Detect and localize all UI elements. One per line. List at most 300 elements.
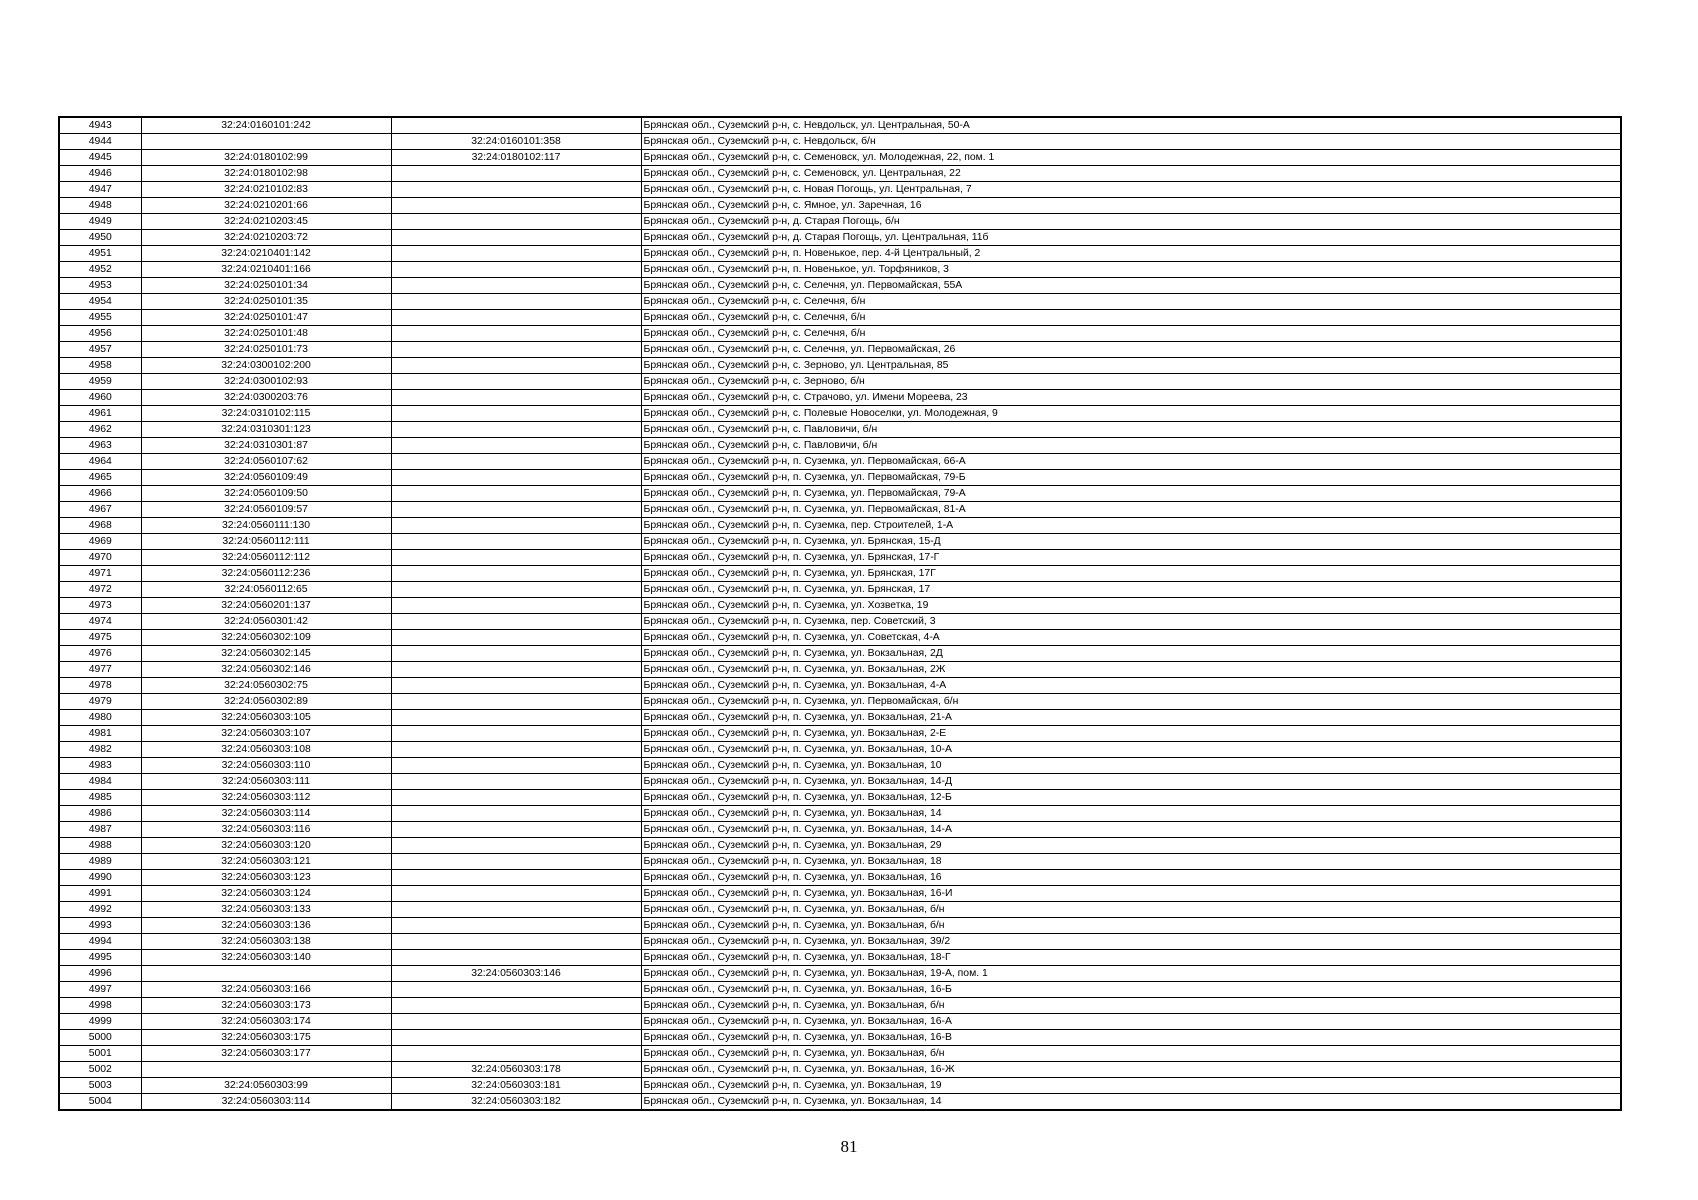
- cadastral-number-cell: 32:24:0560303:107: [141, 726, 391, 742]
- new-cadastral-number-cell: [391, 550, 641, 566]
- table-row: [59, 886, 1621, 902]
- table-row: [59, 934, 1621, 950]
- cadastral-number-cell: 32:24:0560303:124: [141, 886, 391, 902]
- row-number-cell: 4958: [59, 358, 141, 374]
- table-row: [59, 310, 1621, 326]
- address-cell: Брянская обл., Суземский р-н, п. Суземка, ул. Первомайская, б/н: [641, 694, 1621, 710]
- row-number-cell: 4985: [59, 790, 141, 806]
- table-row: [59, 678, 1621, 694]
- new-cadastral-number-cell: [391, 198, 641, 214]
- cadastral-number-cell: 32:24:0560303:99: [141, 1078, 391, 1094]
- row-number-cell: 4987: [59, 822, 141, 838]
- new-cadastral-number-cell: 32:24:0180102:117: [391, 150, 641, 166]
- row-number-cell: 4967: [59, 502, 141, 518]
- table-row: [59, 662, 1621, 678]
- row-number-cell: 4952: [59, 262, 141, 278]
- cadastral-number-cell: 32:24:0310102:115: [141, 406, 391, 422]
- row-number-cell: 4980: [59, 710, 141, 726]
- address-cell: Брянская обл., Суземский р-н, п. Суземка, ул. Вокзальная, 16-Ж: [641, 1062, 1621, 1078]
- address-cell: Брянская обл., Суземский р-н, с. Зерново, ул. Центральная, 85: [641, 358, 1621, 374]
- new-cadastral-number-cell: [391, 646, 641, 662]
- row-number-cell: 4974: [59, 614, 141, 630]
- cadastral-number-cell: 32:24:0560303:177: [141, 1046, 391, 1062]
- row-number-cell: 4992: [59, 902, 141, 918]
- table-row: [59, 374, 1621, 390]
- cadastral-number-cell: [141, 1062, 391, 1078]
- cadastral-number-cell: 32:24:0250101:73: [141, 342, 391, 358]
- row-number-cell: 4956: [59, 326, 141, 342]
- new-cadastral-number-cell: [391, 742, 641, 758]
- table-row: [59, 294, 1621, 310]
- row-number-cell: 4977: [59, 662, 141, 678]
- table-row: [59, 646, 1621, 662]
- row-number-cell: 4994: [59, 934, 141, 950]
- table-row: [59, 182, 1621, 198]
- table-row: [59, 630, 1621, 646]
- address-cell: Брянская обл., Суземский р-н, с. Семеновск, ул. Центральная, 22: [641, 166, 1621, 182]
- cadastral-number-cell: 32:24:0210203:45: [141, 214, 391, 230]
- new-cadastral-number-cell: [391, 470, 641, 486]
- new-cadastral-number-cell: [391, 374, 641, 390]
- table-row: [59, 518, 1621, 534]
- address-cell: Брянская обл., Суземский р-н, п. Суземка, ул. Вокзальная, 2Ж: [641, 662, 1621, 678]
- address-cell: Брянская обл., Суземский р-н, с. Селечня, б/н: [641, 310, 1621, 326]
- table-row: [59, 262, 1621, 278]
- address-cell: Брянская обл., Суземский р-н, д. Старая Погощь, ул. Центральная, 11б: [641, 230, 1621, 246]
- new-cadastral-number-cell: [391, 598, 641, 614]
- cadastral-number-cell: 32:24:0160101:242: [141, 117, 391, 134]
- row-number-cell: 5000: [59, 1030, 141, 1046]
- address-cell: Брянская обл., Суземский р-н, с. Семеновск, ул. Молодежная, 22, пом. 1: [641, 150, 1621, 166]
- cadastral-number-cell: 32:24:0560112:112: [141, 550, 391, 566]
- table-row: [59, 806, 1621, 822]
- address-cell: Брянская обл., Суземский р-н, с. Селечня, б/н: [641, 326, 1621, 342]
- new-cadastral-number-cell: [391, 726, 641, 742]
- cadastral-number-cell: 32:24:0560302:89: [141, 694, 391, 710]
- cadastral-number-cell: 32:24:0560301:42: [141, 614, 391, 630]
- address-cell: Брянская обл., Суземский р-н, п. Суземка, ул. Вокзальная, 29: [641, 838, 1621, 854]
- cadastral-number-cell: 32:24:0560112:111: [141, 534, 391, 550]
- table-row: [59, 726, 1621, 742]
- address-cell: Брянская обл., Суземский р-н, п. Суземка, ул. Вокзальная, 14: [641, 1094, 1621, 1111]
- row-number-cell: 4951: [59, 246, 141, 262]
- new-cadastral-number-cell: 32:24:0560303:146: [391, 966, 641, 982]
- row-number-cell: 4996: [59, 966, 141, 982]
- table-row: [59, 598, 1621, 614]
- table-row: [59, 390, 1621, 406]
- table-row: [59, 550, 1621, 566]
- table-row: [59, 694, 1621, 710]
- address-cell: Брянская обл., Суземский р-н, п. Суземка, пер. Строителей, 1-А: [641, 518, 1621, 534]
- cadastral-number-cell: 32:24:0560303:114: [141, 806, 391, 822]
- table-row: [59, 502, 1621, 518]
- row-number-cell: 4955: [59, 310, 141, 326]
- row-number-cell: 5003: [59, 1078, 141, 1094]
- address-cell: Брянская обл., Суземский р-н, с. Павловичи, б/н: [641, 422, 1621, 438]
- row-number-cell: 4953: [59, 278, 141, 294]
- cadastral-number-cell: 32:24:0560303:110: [141, 758, 391, 774]
- table-row: [59, 470, 1621, 486]
- row-number-cell: 4965: [59, 470, 141, 486]
- address-cell: Брянская обл., Суземский р-н, п. Суземка, ул. Вокзальная, 19: [641, 1078, 1621, 1094]
- new-cadastral-number-cell: [391, 710, 641, 726]
- address-cell: Брянская обл., Суземский р-н, с. Селечня, ул. Первомайская, 26: [641, 342, 1621, 358]
- address-cell: Брянская обл., Суземский р-н, п. Суземка, ул. Первомайская, 79-А: [641, 486, 1621, 502]
- cadastral-number-cell: 32:24:0300102:93: [141, 374, 391, 390]
- row-number-cell: 4966: [59, 486, 141, 502]
- cadastral-number-cell: 32:24:0250101:35: [141, 294, 391, 310]
- new-cadastral-number-cell: [391, 326, 641, 342]
- address-cell: Брянская обл., Суземский р-н, п. Суземка, ул. Вокзальная, 19-А, пом. 1: [641, 966, 1621, 982]
- new-cadastral-number-cell: [391, 182, 641, 198]
- cadastral-number-cell: 32:24:0180102:99: [141, 150, 391, 166]
- table-row: [59, 1078, 1621, 1094]
- new-cadastral-number-cell: [391, 998, 641, 1014]
- row-number-cell: 4943: [59, 117, 141, 134]
- table-row: [59, 566, 1621, 582]
- cadastral-number-cell: 32:24:0560303:123: [141, 870, 391, 886]
- table-row: [59, 758, 1621, 774]
- new-cadastral-number-cell: [391, 678, 641, 694]
- row-number-cell: 4990: [59, 870, 141, 886]
- row-number-cell: 4957: [59, 342, 141, 358]
- row-number-cell: 5001: [59, 1046, 141, 1062]
- row-number-cell: 4997: [59, 982, 141, 998]
- cadastral-number-cell: 32:24:0560303:116: [141, 822, 391, 838]
- row-number-cell: 4969: [59, 534, 141, 550]
- new-cadastral-number-cell: [391, 806, 641, 822]
- address-cell: Брянская обл., Суземский р-н, п. Суземка, ул. Вокзальная, 4-А: [641, 678, 1621, 694]
- row-number-cell: 4970: [59, 550, 141, 566]
- table-row: [59, 1094, 1621, 1111]
- row-number-cell: 4949: [59, 214, 141, 230]
- row-number-cell: 5002: [59, 1062, 141, 1078]
- row-number-cell: 4973: [59, 598, 141, 614]
- new-cadastral-number-cell: [391, 1030, 641, 1046]
- cadastral-number-cell: 32:24:0560303:166: [141, 982, 391, 998]
- row-number-cell: 4950: [59, 230, 141, 246]
- address-cell: Брянская обл., Суземский р-н, п. Суземка, ул. Вокзальная, 21-А: [641, 710, 1621, 726]
- table-row: [59, 342, 1621, 358]
- cadastral-number-cell: 32:24:0560303:111: [141, 774, 391, 790]
- address-cell: Брянская обл., Суземский р-н, п. Суземка, ул. Вокзальная, 10-А: [641, 742, 1621, 758]
- new-cadastral-number-cell: [391, 918, 641, 934]
- table-row: [59, 1062, 1621, 1078]
- table-row: [59, 246, 1621, 262]
- address-cell: Брянская обл., Суземский р-н, п. Суземка, ул. Вокзальная, 12-Б: [641, 790, 1621, 806]
- new-cadastral-number-cell: [391, 438, 641, 454]
- address-cell: Брянская обл., Суземский р-н, с. Полевые Новоселки, ул. Молодежная, 9: [641, 406, 1621, 422]
- table-row: [59, 1030, 1621, 1046]
- table-row: [59, 918, 1621, 934]
- address-cell: Брянская обл., Суземский р-н, д. Старая Погощь, б/н: [641, 214, 1621, 230]
- row-number-cell: 4963: [59, 438, 141, 454]
- row-number-cell: 4972: [59, 582, 141, 598]
- address-cell: Брянская обл., Суземский р-н, п. Суземка, ул. Вокзальная, 14-Д: [641, 774, 1621, 790]
- table-row: [59, 198, 1621, 214]
- address-cell: Брянская обл., Суземский р-н, с. Страчово, ул. Имени Мореева, 23: [641, 390, 1621, 406]
- new-cadastral-number-cell: [391, 1014, 641, 1030]
- new-cadastral-number-cell: [391, 502, 641, 518]
- table-row: [59, 966, 1621, 982]
- new-cadastral-number-cell: [391, 534, 641, 550]
- address-cell: Брянская обл., Суземский р-н, п. Суземка, ул. Вокзальная, 16-Б: [641, 982, 1621, 998]
- cadastral-number-cell: 32:24:0210201:66: [141, 198, 391, 214]
- new-cadastral-number-cell: [391, 790, 641, 806]
- address-cell: Брянская обл., Суземский р-н, п. Суземка, ул. Вокзальная, б/н: [641, 998, 1621, 1014]
- new-cadastral-number-cell: [391, 278, 641, 294]
- table-row: [59, 710, 1621, 726]
- row-number-cell: 4995: [59, 950, 141, 966]
- address-cell: Брянская обл., Суземский р-н, п. Суземка, ул. Вокзальная, 10: [641, 758, 1621, 774]
- new-cadastral-number-cell: [391, 390, 641, 406]
- cadastral-number-cell: 32:24:0560303:112: [141, 790, 391, 806]
- new-cadastral-number-cell: [391, 406, 641, 422]
- address-cell: Брянская обл., Суземский р-н, п. Новенькое, ул. Торфяников, 3: [641, 262, 1621, 278]
- address-cell: Брянская обл., Суземский р-н, с. Новая Погощь, ул. Центральная, 7: [641, 182, 1621, 198]
- address-cell: Брянская обл., Суземский р-н, с. Ямное, ул. Заречная, 16: [641, 198, 1621, 214]
- table-row: [59, 822, 1621, 838]
- table-row: [59, 214, 1621, 230]
- new-cadastral-number-cell: [391, 662, 641, 678]
- cadastral-number-cell: 32:24:0210401:166: [141, 262, 391, 278]
- new-cadastral-number-cell: [391, 902, 641, 918]
- row-number-cell: 4993: [59, 918, 141, 934]
- table-row: [59, 422, 1621, 438]
- address-cell: Брянская обл., Суземский р-н, с. Невдольск, ул. Центральная, 50-А: [641, 117, 1621, 134]
- new-cadastral-number-cell: 32:24:0560303:181: [391, 1078, 641, 1094]
- registry-table: [58, 116, 1622, 1111]
- cadastral-number-cell: 32:24:0210102:83: [141, 182, 391, 198]
- table-row: [59, 117, 1621, 134]
- table-row: [59, 854, 1621, 870]
- table-row: [59, 838, 1621, 854]
- table-row: [59, 982, 1621, 998]
- address-cell: Брянская обл., Суземский р-н, п. Суземка, ул. Брянская, 15-Д: [641, 534, 1621, 550]
- address-cell: Брянская обл., Суземский р-н, п. Суземка, ул. Вокзальная, 14-А: [641, 822, 1621, 838]
- new-cadastral-number-cell: [391, 822, 641, 838]
- address-cell: Брянская обл., Суземский р-н, п. Суземка, ул. Вокзальная, б/н: [641, 1046, 1621, 1062]
- table-row: [59, 406, 1621, 422]
- table-row: [59, 950, 1621, 966]
- new-cadastral-number-cell: [391, 422, 641, 438]
- table-row: [59, 1046, 1621, 1062]
- address-cell: Брянская обл., Суземский р-н, п. Суземка, ул. Брянская, 17Г: [641, 566, 1621, 582]
- new-cadastral-number-cell: [391, 294, 641, 310]
- row-number-cell: 4976: [59, 646, 141, 662]
- row-number-cell: 4979: [59, 694, 141, 710]
- new-cadastral-number-cell: 32:24:0160101:358: [391, 134, 641, 150]
- address-cell: Брянская обл., Суземский р-н, п. Суземка, ул. Вокзальная, б/н: [641, 902, 1621, 918]
- cadastral-number-cell: 32:24:0560302:75: [141, 678, 391, 694]
- address-cell: Брянская обл., Суземский р-н, п. Суземка, ул. Брянская, 17-Г: [641, 550, 1621, 566]
- row-number-cell: 4981: [59, 726, 141, 742]
- cadastral-number-cell: 32:24:0560303:174: [141, 1014, 391, 1030]
- cadastral-number-cell: [141, 966, 391, 982]
- cadastral-number-cell: 32:24:0560302:146: [141, 662, 391, 678]
- new-cadastral-number-cell: [391, 518, 641, 534]
- new-cadastral-number-cell: [391, 982, 641, 998]
- address-cell: Брянская обл., Суземский р-н, п. Суземка, ул. Вокзальная, 14: [641, 806, 1621, 822]
- cadastral-number-cell: 32:24:0560303:108: [141, 742, 391, 758]
- table-row: [59, 774, 1621, 790]
- new-cadastral-number-cell: [391, 774, 641, 790]
- new-cadastral-number-cell: [391, 582, 641, 598]
- cadastral-number-cell: 32:24:0560302:145: [141, 646, 391, 662]
- new-cadastral-number-cell: [391, 838, 641, 854]
- table-row: [59, 134, 1621, 150]
- new-cadastral-number-cell: [391, 934, 641, 950]
- cadastral-number-cell: 32:24:0560303:175: [141, 1030, 391, 1046]
- table-row: [59, 454, 1621, 470]
- row-number-cell: 4968: [59, 518, 141, 534]
- row-number-cell: 4954: [59, 294, 141, 310]
- row-number-cell: 4998: [59, 998, 141, 1014]
- table-row: [59, 1014, 1621, 1030]
- new-cadastral-number-cell: 32:24:0560303:182: [391, 1094, 641, 1111]
- address-cell: Брянская обл., Суземский р-н, с. Невдольск, б/н: [641, 134, 1621, 150]
- row-number-cell: 4975: [59, 630, 141, 646]
- new-cadastral-number-cell: [391, 950, 641, 966]
- cadastral-number-cell: 32:24:0300203:76: [141, 390, 391, 406]
- table-row: [59, 582, 1621, 598]
- new-cadastral-number-cell: [391, 262, 641, 278]
- cadastral-number-cell: 32:24:0250101:48: [141, 326, 391, 342]
- table-row: [59, 902, 1621, 918]
- row-number-cell: 4984: [59, 774, 141, 790]
- cadastral-number-cell: 32:24:0560303:120: [141, 838, 391, 854]
- cadastral-number-cell: 32:24:0300102:200: [141, 358, 391, 374]
- new-cadastral-number-cell: [391, 1046, 641, 1062]
- row-number-cell: 4961: [59, 406, 141, 422]
- cadastral-number-cell: 32:24:0560302:109: [141, 630, 391, 646]
- row-number-cell: 4978: [59, 678, 141, 694]
- cadastral-number-cell: 32:24:0560109:49: [141, 470, 391, 486]
- cadastral-number-cell: 32:24:0560303:140: [141, 950, 391, 966]
- cadastral-number-cell: 32:24:0250101:47: [141, 310, 391, 326]
- cadastral-number-cell: 32:24:0560201:137: [141, 598, 391, 614]
- table-row: [59, 150, 1621, 166]
- row-number-cell: 4948: [59, 198, 141, 214]
- new-cadastral-number-cell: [391, 694, 641, 710]
- new-cadastral-number-cell: [391, 342, 641, 358]
- cadastral-number-cell: 32:24:0560303:138: [141, 934, 391, 950]
- address-cell: Брянская обл., Суземский р-н, п. Суземка, ул. Вокзальная, 2-Е: [641, 726, 1621, 742]
- new-cadastral-number-cell: [391, 358, 641, 374]
- address-cell: Брянская обл., Суземский р-н, п. Суземка, пер. Советский, 3: [641, 614, 1621, 630]
- new-cadastral-number-cell: [391, 614, 641, 630]
- row-number-cell: 4959: [59, 374, 141, 390]
- table-row: [59, 998, 1621, 1014]
- cadastral-number-cell: 32:24:0560109:50: [141, 486, 391, 502]
- new-cadastral-number-cell: [391, 454, 641, 470]
- table-row: [59, 790, 1621, 806]
- address-cell: Брянская обл., Суземский р-н, п. Суземка, ул. Вокзальная, 2Д: [641, 646, 1621, 662]
- cadastral-number-cell: 32:24:0560303:136: [141, 918, 391, 934]
- row-number-cell: 4971: [59, 566, 141, 582]
- table-row: [59, 742, 1621, 758]
- address-cell: Брянская обл., Суземский р-н, п. Суземка, ул. Первомайская, 66-А: [641, 454, 1621, 470]
- new-cadastral-number-cell: 32:24:0560303:178: [391, 1062, 641, 1078]
- address-cell: Брянская обл., Суземский р-н, п. Суземка, ул. Хозветка, 19: [641, 598, 1621, 614]
- new-cadastral-number-cell: [391, 630, 641, 646]
- cadastral-number-cell: 32:24:0560112:65: [141, 582, 391, 598]
- table-row: [59, 534, 1621, 550]
- row-number-cell: 4946: [59, 166, 141, 182]
- cadastral-number-cell: 32:24:0210203:72: [141, 230, 391, 246]
- cadastral-number-cell: 32:24:0560303:173: [141, 998, 391, 1014]
- address-cell: Брянская обл., Суземский р-н, п. Суземка, ул. Вокзальная, б/н: [641, 918, 1621, 934]
- new-cadastral-number-cell: [391, 166, 641, 182]
- new-cadastral-number-cell: [391, 246, 641, 262]
- row-number-cell: 4962: [59, 422, 141, 438]
- table-row: [59, 326, 1621, 342]
- address-cell: Брянская обл., Суземский р-н, с. Павловичи, б/н: [641, 438, 1621, 454]
- new-cadastral-number-cell: [391, 117, 641, 134]
- row-number-cell: 4944: [59, 134, 141, 150]
- cadastral-number-cell: 32:24:0560109:57: [141, 502, 391, 518]
- table-row: [59, 278, 1621, 294]
- cadastral-number-cell: 32:24:0560111:130: [141, 518, 391, 534]
- address-cell: Брянская обл., Суземский р-н, п. Суземка, ул. Вокзальная, 16-И: [641, 886, 1621, 902]
- page-number: 81: [840, 1137, 858, 1156]
- address-cell: Брянская обл., Суземский р-н, п. Суземка, ул. Первомайская, 81-А: [641, 502, 1621, 518]
- address-cell: Брянская обл., Суземский р-н, с. Селечня, ул. Первомайская, 55А: [641, 278, 1621, 294]
- cadastral-number-cell: 32:24:0560107:62: [141, 454, 391, 470]
- cadastral-number-cell: 32:24:0560303:121: [141, 854, 391, 870]
- address-cell: Брянская обл., Суземский р-н, п. Суземка, ул. Брянская, 17: [641, 582, 1621, 598]
- address-cell: Брянская обл., Суземский р-н, п. Суземка, ул. Вокзальная, 16-А: [641, 1014, 1621, 1030]
- cadastral-number-cell: 32:24:0310301:123: [141, 422, 391, 438]
- cadastral-number-cell: 32:24:0560112:236: [141, 566, 391, 582]
- row-number-cell: 4960: [59, 390, 141, 406]
- table-row: [59, 230, 1621, 246]
- table-row: [59, 358, 1621, 374]
- address-cell: Брянская обл., Суземский р-н, п. Суземка, ул. Вокзальная, 16: [641, 870, 1621, 886]
- table-row: [59, 614, 1621, 630]
- table-row: [59, 870, 1621, 886]
- cadastral-number-cell: 32:24:0560303:133: [141, 902, 391, 918]
- row-number-cell: 4999: [59, 1014, 141, 1030]
- table-row: [59, 438, 1621, 454]
- address-cell: Брянская обл., Суземский р-н, с. Зерново, б/н: [641, 374, 1621, 390]
- row-number-cell: 4947: [59, 182, 141, 198]
- cadastral-number-cell: 32:24:0560303:114: [141, 1094, 391, 1111]
- address-cell: Брянская обл., Суземский р-н, п. Новенькое, пер. 4-й Центральный, 2: [641, 246, 1621, 262]
- table-row: [59, 166, 1621, 182]
- address-cell: Брянская обл., Суземский р-н, п. Суземка, ул. Первомайская, 79-Б: [641, 470, 1621, 486]
- row-number-cell: 4989: [59, 854, 141, 870]
- new-cadastral-number-cell: [391, 486, 641, 502]
- cadastral-number-cell: 32:24:0180102:98: [141, 166, 391, 182]
- address-cell: Брянская обл., Суземский р-н, п. Суземка, ул. Вокзальная, 16-В: [641, 1030, 1621, 1046]
- row-number-cell: 4988: [59, 838, 141, 854]
- new-cadastral-number-cell: [391, 214, 641, 230]
- new-cadastral-number-cell: [391, 870, 641, 886]
- address-cell: Брянская обл., Суземский р-н, п. Суземка, ул. Вокзальная, 18: [641, 854, 1621, 870]
- row-number-cell: 5004: [59, 1094, 141, 1111]
- new-cadastral-number-cell: [391, 310, 641, 326]
- row-number-cell: 4945: [59, 150, 141, 166]
- new-cadastral-number-cell: [391, 758, 641, 774]
- registry-table-body: [59, 117, 1621, 1110]
- cadastral-number-cell: 32:24:0250101:34: [141, 278, 391, 294]
- address-cell: Брянская обл., Суземский р-н, с. Селечня, б/н: [641, 294, 1621, 310]
- new-cadastral-number-cell: [391, 886, 641, 902]
- cadastral-number-cell: 32:24:0210401:142: [141, 246, 391, 262]
- new-cadastral-number-cell: [391, 854, 641, 870]
- row-number-cell: 4964: [59, 454, 141, 470]
